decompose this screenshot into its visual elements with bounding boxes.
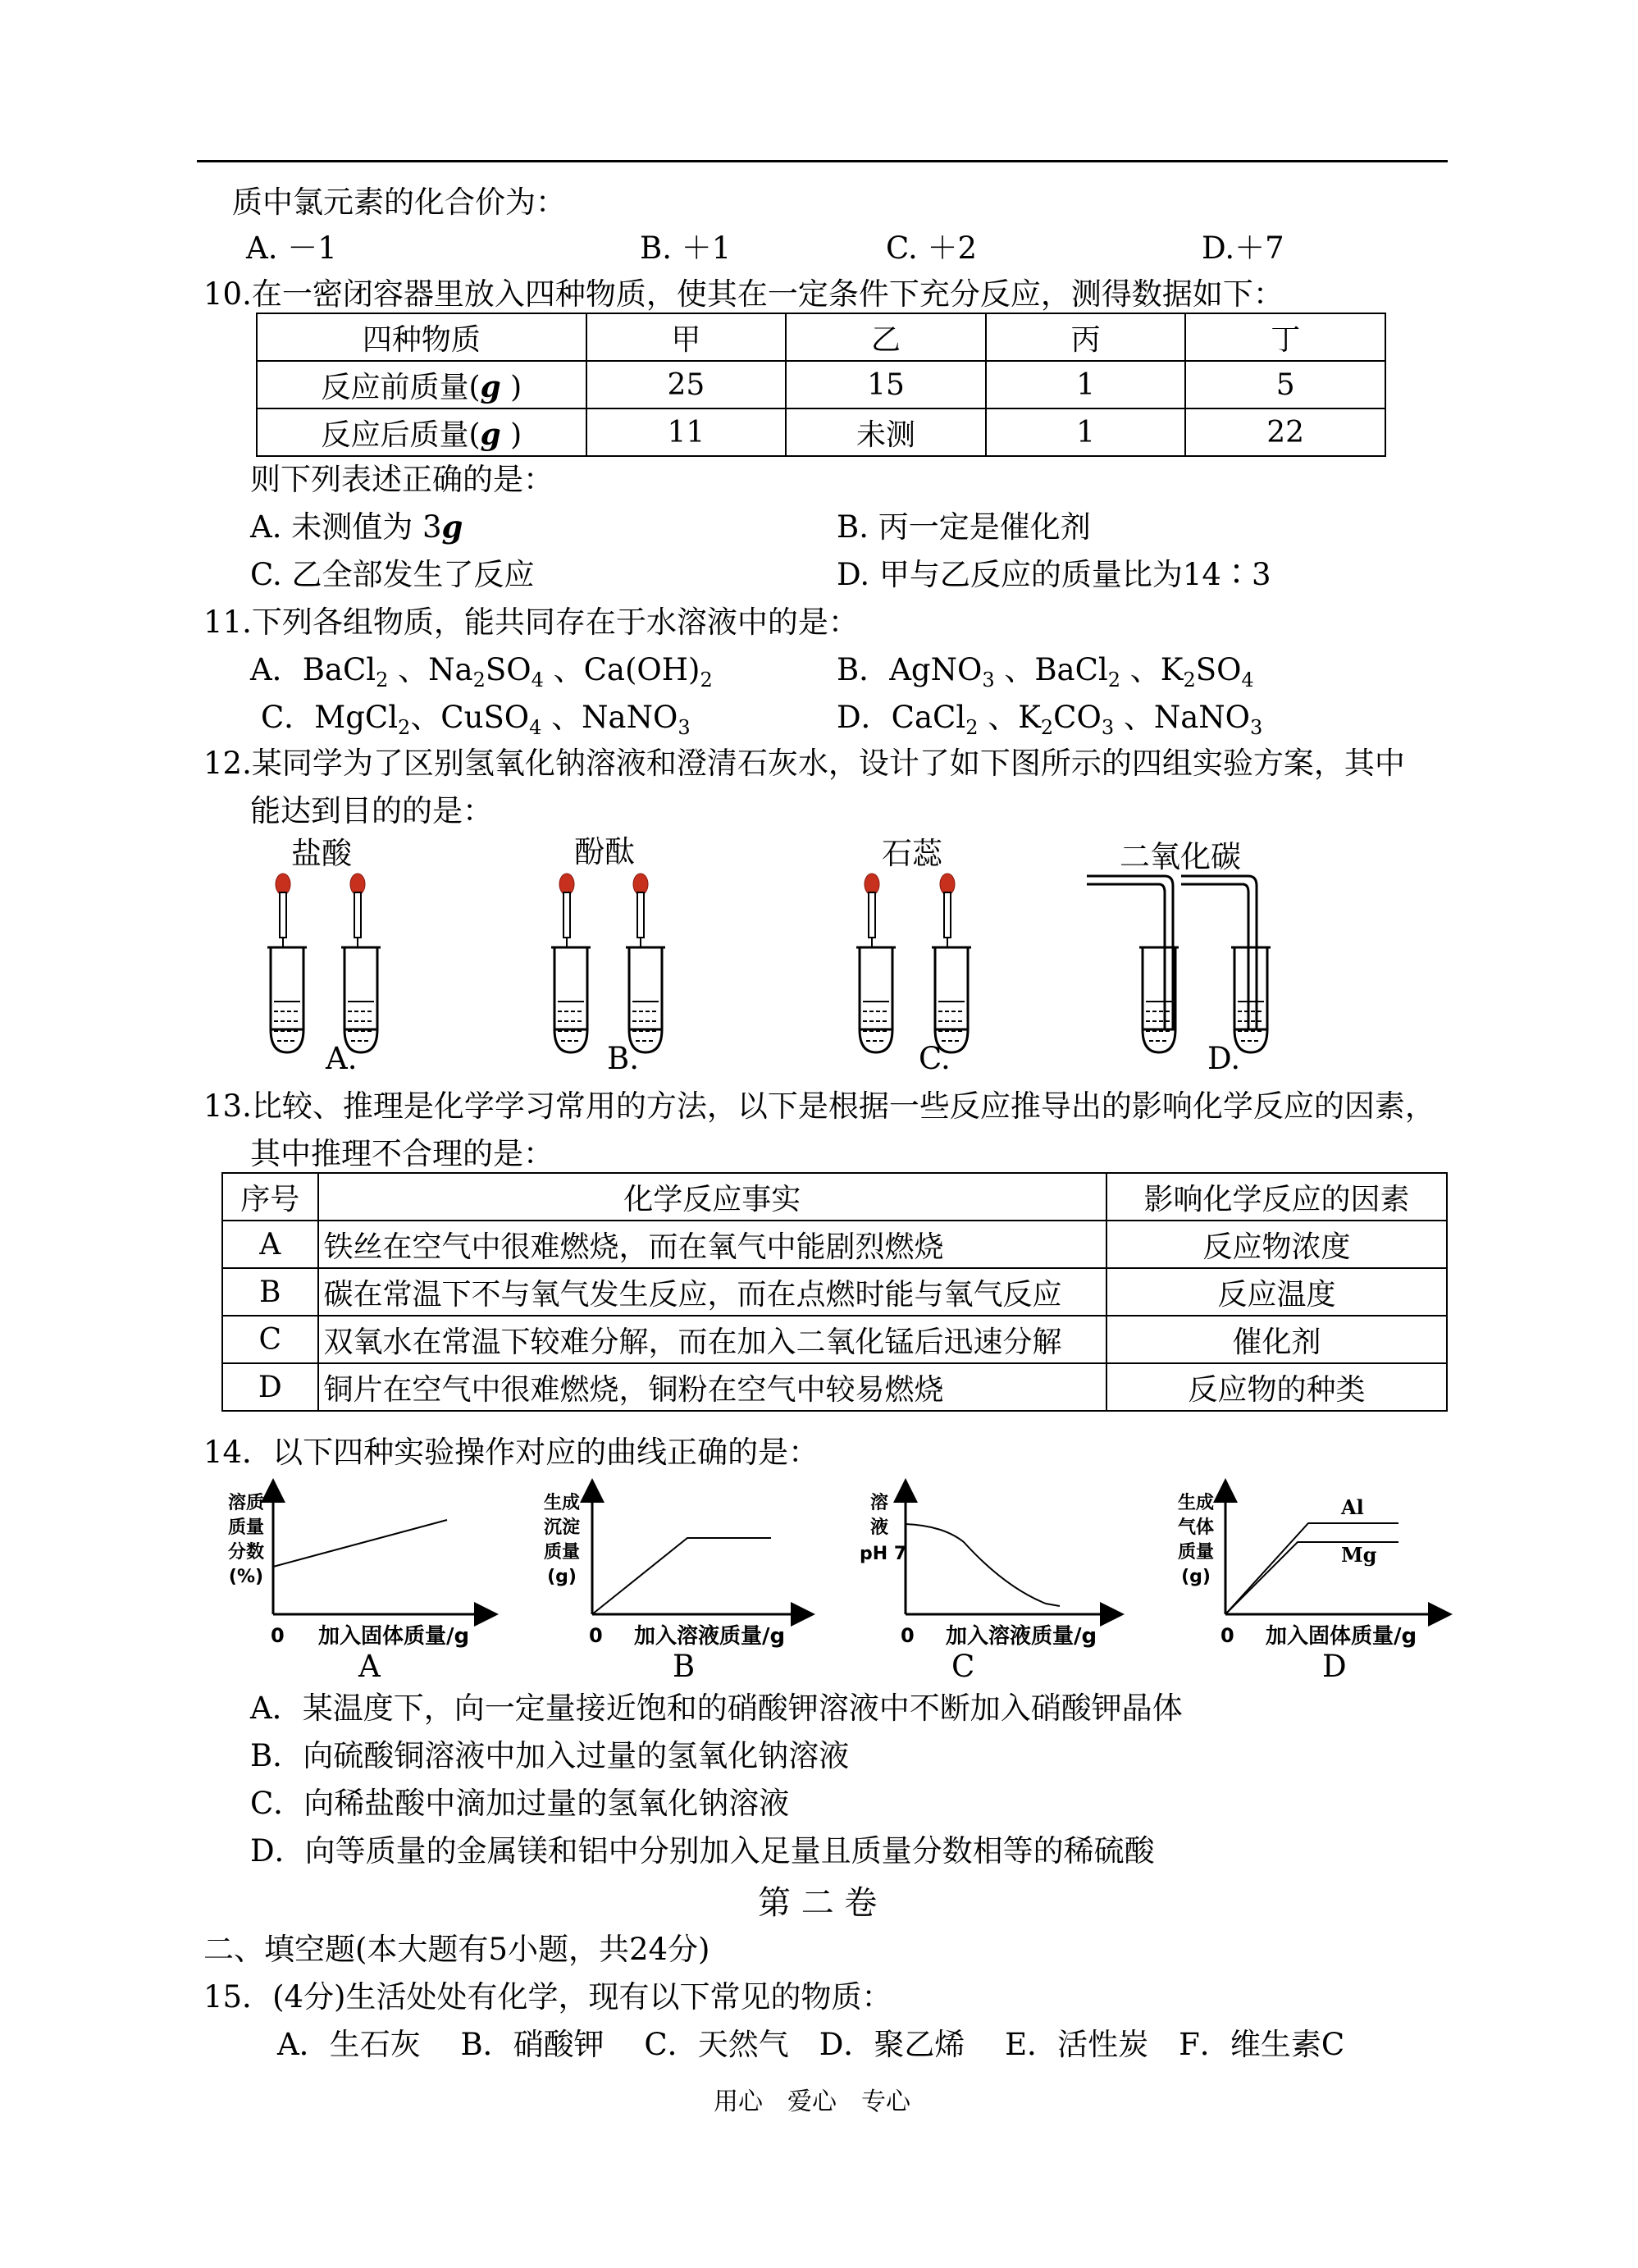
graph-d-series-al: Al bbox=[1341, 1495, 1364, 1519]
q13-cell: A bbox=[222, 1221, 318, 1268]
q10-stem: 10.在一密闭容器里放入四种物质，使其在一定条件下充分反应，测得数据如下： bbox=[203, 276, 1284, 312]
q12-stem-line2: 能达到目的的是： bbox=[250, 793, 493, 828]
q12-stem-line1: 12.某同学为了区别氢氧化钠溶液和澄清石灰水，设计了如下图所示的四组实验方案，其中 bbox=[203, 746, 1405, 781]
table-row bbox=[222, 1173, 1447, 1221]
q12-reagent-a: 盐酸 bbox=[291, 836, 352, 871]
q12-group-d bbox=[1087, 876, 1271, 1052]
graph-c-x-label: 加入溶液质量/g bbox=[946, 1624, 1097, 1649]
graph-d-x-label: 加入固体质量/g bbox=[1266, 1624, 1417, 1649]
q11-stem: 11.下列各组物质，能共同存在于水溶液中的是： bbox=[203, 605, 859, 640]
q12-apparatus-figure bbox=[0, 828, 1638, 1075]
graph-b-origin: 0 bbox=[589, 1624, 603, 1647]
q13-header-cell: 化学反应事实 bbox=[318, 1173, 1106, 1221]
table-row bbox=[257, 361, 1385, 408]
table-row bbox=[257, 313, 1385, 361]
q9-option-a: A. －1 bbox=[246, 230, 337, 266]
q14-option-c: C．向稀盐酸中滴加过量的氢氧化钠溶液 bbox=[250, 1786, 790, 1821]
q15-options: A．生石灰 B．硝酸钾 C．天然气 D．聚乙烯 E．活性炭 F．维生素C bbox=[277, 2027, 1345, 2062]
q12-reagent-b: 酚酞 bbox=[574, 834, 635, 869]
page-footer: 用心 爱心 专心 bbox=[714, 2088, 910, 2116]
q10-row-label: 反应前质量(g ) bbox=[257, 361, 586, 408]
q10-header-cell: 丙 bbox=[986, 313, 1186, 361]
q13-header-cell: 影响化学反应的因素 bbox=[1106, 1173, 1447, 1221]
graph-d-curve-al bbox=[1225, 1523, 1398, 1614]
table-row bbox=[222, 1268, 1447, 1316]
table-row bbox=[257, 408, 1385, 456]
q13-cell: 碳在常温下不与氧气发生反应，而在点燃时能与氧气反应 bbox=[318, 1268, 1106, 1316]
graph-b-y-label: 生成 沉淀 质量 (g) bbox=[543, 1493, 580, 1587]
q10-header-cell: 丁 bbox=[1185, 313, 1385, 361]
q12-group-c bbox=[856, 874, 971, 1052]
q13-cell: B bbox=[222, 1268, 318, 1316]
q12-reagent-c: 石蕊 bbox=[882, 836, 942, 871]
graph-b-curve bbox=[592, 1538, 771, 1614]
q10-table bbox=[256, 313, 1386, 457]
q12-label-d: D. bbox=[1207, 1041, 1241, 1076]
graph-b-x-label: 加入溶液质量/g bbox=[634, 1624, 786, 1649]
q14-option-b: B．向硫酸铜溶液中加入过量的氢氧化钠溶液 bbox=[250, 1738, 850, 1773]
q9-option-c: C. ＋2 bbox=[886, 230, 978, 266]
q14-option-a: A．某温度下，向一定量接近饱和的硝酸钾溶液中不断加入硝酸钾晶体 bbox=[250, 1691, 1183, 1726]
q10-option-a: A. 未测值为 3g bbox=[250, 509, 463, 545]
q12-label-c: C. bbox=[919, 1041, 951, 1076]
q10-cell: 11 bbox=[586, 408, 787, 456]
q10-row-label: 反应后质量(g ) bbox=[257, 408, 586, 456]
q10-cell: 5 bbox=[1185, 361, 1385, 408]
table-row bbox=[222, 1221, 1447, 1268]
graph-c-curve bbox=[906, 1524, 1060, 1606]
graph-c-origin: 0 bbox=[901, 1624, 915, 1647]
q10-header-cell: 甲 bbox=[586, 313, 787, 361]
q12-reagent-d: 二氧化碳 bbox=[1120, 839, 1241, 874]
q12-group-a bbox=[267, 874, 381, 1052]
q10-cell: 1 bbox=[986, 361, 1186, 408]
q13-cell: 反应物的种类 bbox=[1106, 1363, 1447, 1411]
q10-option-c: C. 乙全部发生了反应 bbox=[250, 557, 535, 592]
q13-cell: 反应温度 bbox=[1106, 1268, 1447, 1316]
q13-header-cell: 序号 bbox=[222, 1173, 318, 1221]
top-rule bbox=[197, 160, 1448, 162]
q14-stem: 14．以下四种实验操作对应的曲线正确的是： bbox=[203, 1435, 819, 1470]
q13-cell: 双氧水在常温下较难分解，而在加入二氧化锰后迅速分解 bbox=[318, 1316, 1106, 1363]
graph-d-y-label: 生成 气体 质量 (g) bbox=[1177, 1493, 1214, 1587]
q13-cell: 反应物浓度 bbox=[1106, 1221, 1447, 1268]
graph-a-origin: 0 bbox=[271, 1624, 285, 1647]
q10-option-b: B. 丙一定是催化剂 bbox=[837, 509, 1091, 545]
q9-text: 质中氯元素的化合价为： bbox=[232, 185, 566, 220]
q11-option-a: A．BaCl$_2$ 、$Na_2SO_4$ 、$Ca(OH)_2$ bbox=[250, 652, 713, 691]
q13-cell: 铜片在空气中很难燃烧，铜粉在空气中较易燃烧 bbox=[318, 1363, 1106, 1411]
graph-a-label: A bbox=[358, 1649, 381, 1684]
q11-option-b: B．AgNO$_3$ 、BaCl$_2$ 、$K_2SO_4$ bbox=[837, 652, 1254, 691]
graph-a-x-label: 加入固体质量/g bbox=[318, 1624, 470, 1649]
q13-cell: D bbox=[222, 1363, 318, 1411]
part2-title: 第 二 卷 bbox=[758, 1884, 878, 1922]
q10-cell: 25 bbox=[586, 361, 787, 408]
q15-stem: 15．(4分)生活处处有化学，现有以下常见的物质： bbox=[203, 1979, 892, 2015]
q10-option-d: D. 甲与乙反应的质量比为14∶3 bbox=[837, 557, 1271, 592]
q13-cell: 铁丝在空气中很难燃烧，而在氧气中能剧烈燃烧 bbox=[318, 1221, 1106, 1268]
q13-cell: C bbox=[222, 1316, 318, 1363]
q11-option-d: D．CaCl$_2$ 、$K_2CO_3$ 、NaNO$_3$ bbox=[837, 700, 1263, 739]
graph-c-label: C bbox=[951, 1649, 975, 1684]
graph-d-label: D bbox=[1322, 1649, 1347, 1684]
graph-c-ph-label: pH 7 bbox=[860, 1544, 907, 1564]
q9-option-d: D.＋7 bbox=[1202, 230, 1284, 266]
q13-stem-line2: 其中推理不合理的是： bbox=[250, 1136, 554, 1171]
q9-option-b: B. ＋1 bbox=[640, 230, 732, 266]
table-row bbox=[222, 1316, 1447, 1363]
q12-label-b: B. bbox=[607, 1041, 639, 1076]
q10-cell: 1 bbox=[986, 408, 1186, 456]
graph-a-y-label: 溶质 质量 分数 (%) bbox=[227, 1493, 264, 1587]
graph-a-curve bbox=[273, 1520, 447, 1567]
q10-cell: 15 bbox=[786, 361, 986, 408]
q10-header-cell: 乙 bbox=[786, 313, 986, 361]
q13-table bbox=[221, 1172, 1448, 1412]
q12-group-b bbox=[551, 874, 665, 1052]
graph-b-label: B bbox=[673, 1649, 696, 1684]
q11-option-c: C．MgCl$_2$、CuSO$_4$ 、NaNO$_3$ bbox=[261, 700, 691, 739]
graph-d-series-mg: Mg bbox=[1341, 1543, 1377, 1567]
q10-cell: 未测 bbox=[786, 408, 986, 456]
graph-d-origin: 0 bbox=[1221, 1624, 1234, 1647]
table-row bbox=[222, 1363, 1447, 1411]
q13-stem-line1: 13.比较、推理是化学学习常用的方法，以下是根据一些反应推导出的影响化学反应的因素， bbox=[203, 1088, 1435, 1124]
graph-c-y-label: 溶 液 bbox=[869, 1493, 888, 1538]
q10-lead: 则下列表述正确的是： bbox=[250, 462, 554, 497]
section-heading: 二、填空题(本大题有5小题，共24分) bbox=[203, 1932, 710, 1967]
q14-option-d: D．向等质量的金属镁和铝中分别加入足量且质量分数相等的稀硫酸 bbox=[250, 1833, 1155, 1869]
q10-header-cell: 四种物质 bbox=[257, 313, 586, 361]
q12-label-a: A. bbox=[326, 1041, 358, 1076]
q13-cell: 催化剂 bbox=[1106, 1316, 1447, 1363]
q10-cell: 22 bbox=[1185, 408, 1385, 456]
